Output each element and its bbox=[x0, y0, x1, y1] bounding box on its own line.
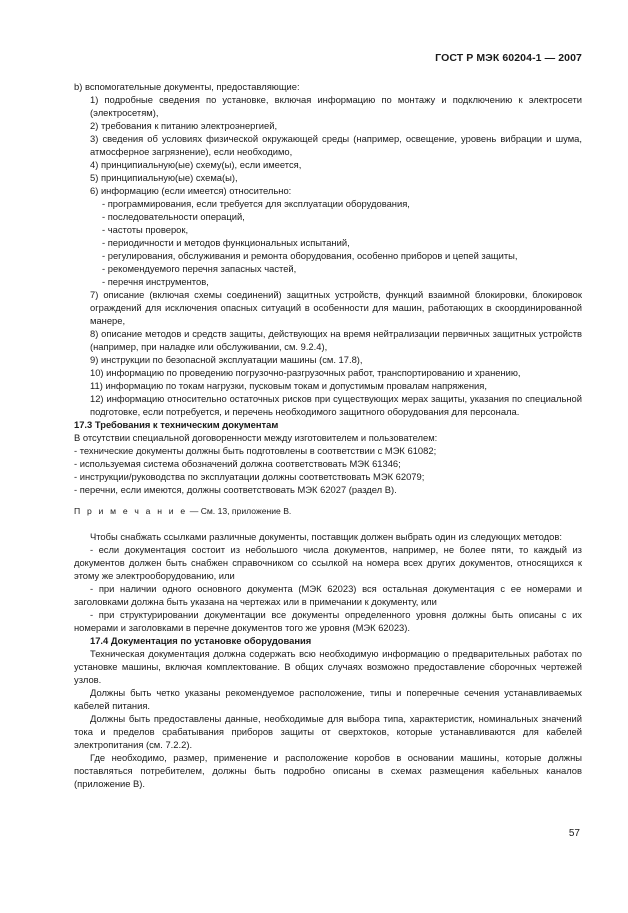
list-item: 4) принципиальную(ые) схему(ы), если имеется, bbox=[90, 159, 302, 170]
list-item: 5) принципиальную(ые) схема(ы), bbox=[90, 172, 238, 183]
list-item: - перечни, если имеются, должны соответствовать МЭК 62027 (раздел В). bbox=[74, 484, 397, 495]
list-item: - используемая система обозначений должна соответствовать МЭК 61346; bbox=[74, 458, 401, 469]
list-item: 6) информацию (если имеется) относительно: bbox=[90, 185, 292, 196]
sub-list-item: - периодичности и методов функциональных испытаний, bbox=[102, 237, 350, 248]
section-17-3-intro: В отсутствии специальной договоренности между изготовителем и пользователем: bbox=[74, 432, 438, 443]
paragraph: Техническая документация должна содержать всю необходимую информацию о предварительных работах по установке машины, включая комплектование. В общих случаях возможно предоставление сборочных чертежей узлов. bbox=[74, 648, 582, 685]
section-17-4-heading: 17.4 Документация по установке оборудования bbox=[90, 635, 312, 646]
list-item: 10) информацию по проведению погрузочно-разгрузочных работ, транспортированию и хранению, bbox=[90, 367, 521, 378]
sub-list-item: - рекомендуемого перечня запасных частей, bbox=[102, 263, 297, 274]
sub-list-item: - программирования, если требуется для эксплуатации оборудования, bbox=[102, 198, 410, 209]
list-item: 9) инструкции по безопасной эксплуатации машины (см. 17.8), bbox=[90, 354, 363, 365]
note-label: П р и м е ч а н и е bbox=[74, 506, 188, 516]
paragraph: Чтобы снабжать ссылками различные документы, поставщик должен выбрать один из следующих методов: bbox=[90, 531, 562, 542]
paragraph: - при структурировании документации все документы определенного уровня должны быть описаны с их номерами и заголовками в перечне документов того же уровня (МЭК 62023). bbox=[74, 609, 582, 633]
list-item: 7) описание (включая схемы соединений) защитных устройств, функций взаимной блокировки, блокировок ограждений для исключения опасных ситуаций в особенности для машин, работающих в скоординированной манере, bbox=[90, 289, 582, 326]
section-b-intro: b) вспомогательные документы, предоставляющие: bbox=[74, 81, 300, 92]
list-item: 1) подробные сведения по установке, включая информацию по монтажу и подключению к электросети (электросетям), bbox=[90, 94, 582, 118]
list-item: 2) требования к питанию электроэнергией, bbox=[90, 120, 278, 131]
list-item: 11) информацию по токам нагрузки, пусковым токам и допустимым провалам напряжения, bbox=[90, 380, 487, 391]
page-number: 57 bbox=[568, 828, 580, 839]
sub-list-item: - частоты проверок, bbox=[102, 224, 189, 235]
sub-list-item: - последовательности операций, bbox=[102, 211, 245, 222]
document-body bbox=[74, 80, 582, 790]
paragraph: Должны быть четко указаны рекомендуемое расположение, типы и поперечные сечения устанавливаемых кабелей питания. bbox=[74, 687, 582, 711]
sub-list-item: - регулирования, обслуживания и ремонта оборудования, особенно приборов и цепей защиты, bbox=[102, 250, 518, 261]
list-item: 8) описание методов и средств защиты, действующих на время нейтрализации первичных защитных устройств (например, при наладке или обслуживании, см. 9.2.4), bbox=[90, 328, 582, 352]
sub-list-item: - перечня инструментов, bbox=[102, 276, 209, 287]
paragraph: Должны быть предоставлены данные, необходимые для выбора типа, характеристик, номинальных значений тока и пределов срабатывания приборов защиты от сверхтоков, которые устанавливаются для кабелей электропитания (см. 7.2.2). bbox=[74, 713, 582, 750]
note bbox=[74, 505, 582, 518]
document-code-header: ГОСТ Р МЭК 60204-1 — 2007 bbox=[435, 52, 582, 64]
section-17-3-heading: 17.3 Требования к техническим документам bbox=[74, 419, 279, 430]
list-item: - технические документы должны быть подготовлены в соответствии с МЭК 61082; bbox=[74, 445, 437, 456]
paragraph: - при наличии одного основного документа (МЭК 62023) вся остальная документация с ее номерами и заголовками должна быть указана на чертежах или в примечании к документу, или bbox=[74, 583, 582, 607]
list-item: 12) информацию относительно остаточных рисков при существующих мерах защиты, указания по специальной подготовке, если потребуется, и перечень необходимого защитного оборудования для персонала. bbox=[90, 393, 582, 417]
list-item: - инструкции/руководства по эксплуатации должны соответствовать МЭК 62079; bbox=[74, 471, 425, 482]
note-text: — См. 13, приложение В. bbox=[187, 506, 292, 516]
list-item: 3) сведения об условиях физической окружающей среды (например, освещение, уровень вибрации и шума, атмосферное загрязнение), если необходимо, bbox=[90, 133, 582, 157]
paragraph: Где необходимо, размер, применение и расположение коробов в основании машины, которые должны поставляться потребителем, должны быть подробно описаны в схемах размещения кабельных каналов (приложение В). bbox=[74, 752, 582, 789]
paragraph: - если документация состоит из небольшого числа документов, например, не более пяти, то каждый из документов должен быть снабжен справочником со ссылкой на номера всех других документов, относящихся к этому же электрооборудованию, или bbox=[74, 544, 582, 581]
